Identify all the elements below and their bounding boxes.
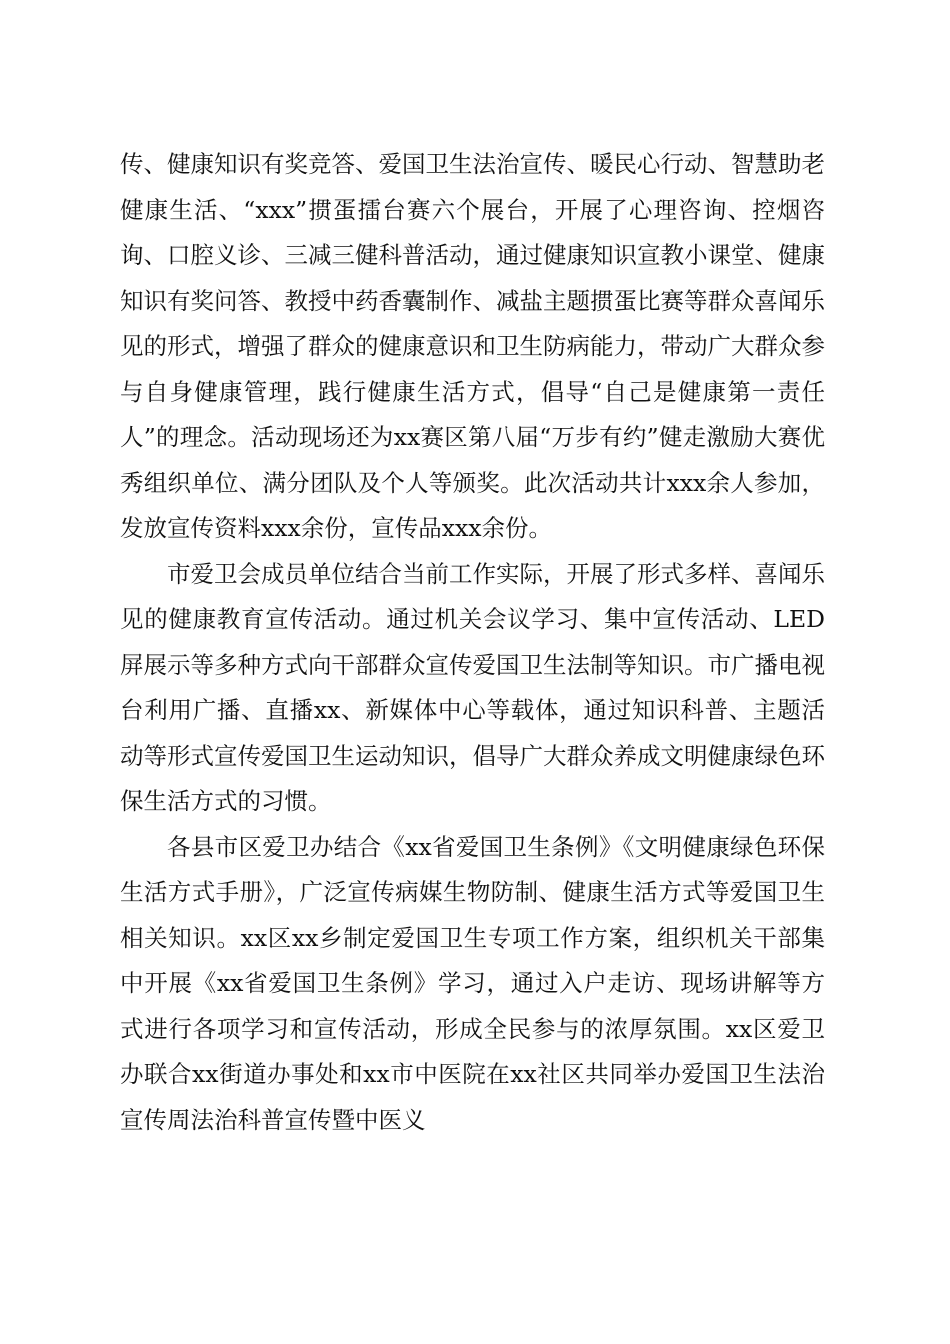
paragraph-member-units: 市爱卫会成员单位结合当前工作实际，开展了形式多样、喜闻乐见的健康教育宣传活动。通过机关会议学习、集中宣传活动、LED屏展示等多种方式向干部群众宣传爱国卫生法制等知识。市广播电视台利用广播、直播xx、新媒体中心等载体，通过知识科普、主题活动等形式宣传爱国卫生运动知识，倡导广大群众养成文明健康绿色环保生活方式的习惯。 [120, 559, 825, 815]
paragraph-continuation: 传、健康知识有奖竞答、爱国卫生法治宣传、暖民心行动、智慧助老健康生活、“xxx”掼蛋擂台赛六个展台，开展了心理咨询、控烟咨询、口腔义诊、三减三健科普活动，通过健康知识宣教小课堂、健康知识有奖问答、教授中药香囊制作、减盐主题掼蛋比赛等群众喜闻乐见的形式，增强了群众的健康意识和卫生防病能力，带动广大群众参与自身健康管理，践行健康生活方式，倡导“自己是健康第一责任人”的理念。活动现场还为xx赛区第八届“万步有约”健走激励大赛优秀组织单位、满分团队及个人等颁奖。此次活动共计xxx余人参加，发放宣传资料xxx余份，宣传品xxx余份。 [120, 150, 825, 542]
paragraph-county-offices: 各县市区爱卫办结合《xx省爱国卫生条例》《文明健康绿色环保生活方式手册》，广泛宣传病媒生物防制、健康生活方式等爱国卫生相关知识。xx区xx乡制定爱国卫生专项工作方案，组织机关干部集中开展《xx省爱国卫生条例》学习，通过入户走访、现场讲解等方式进行各项学习和宣传活动，形成全民参与的浓厚氛围。xx区爱卫办联合xx街道办事处和xx市中医院在xx社区共同举办爱国卫生法治宣传周法治科普宣传暨中医义 [120, 832, 825, 1134]
document-body [120, 142, 825, 1143]
